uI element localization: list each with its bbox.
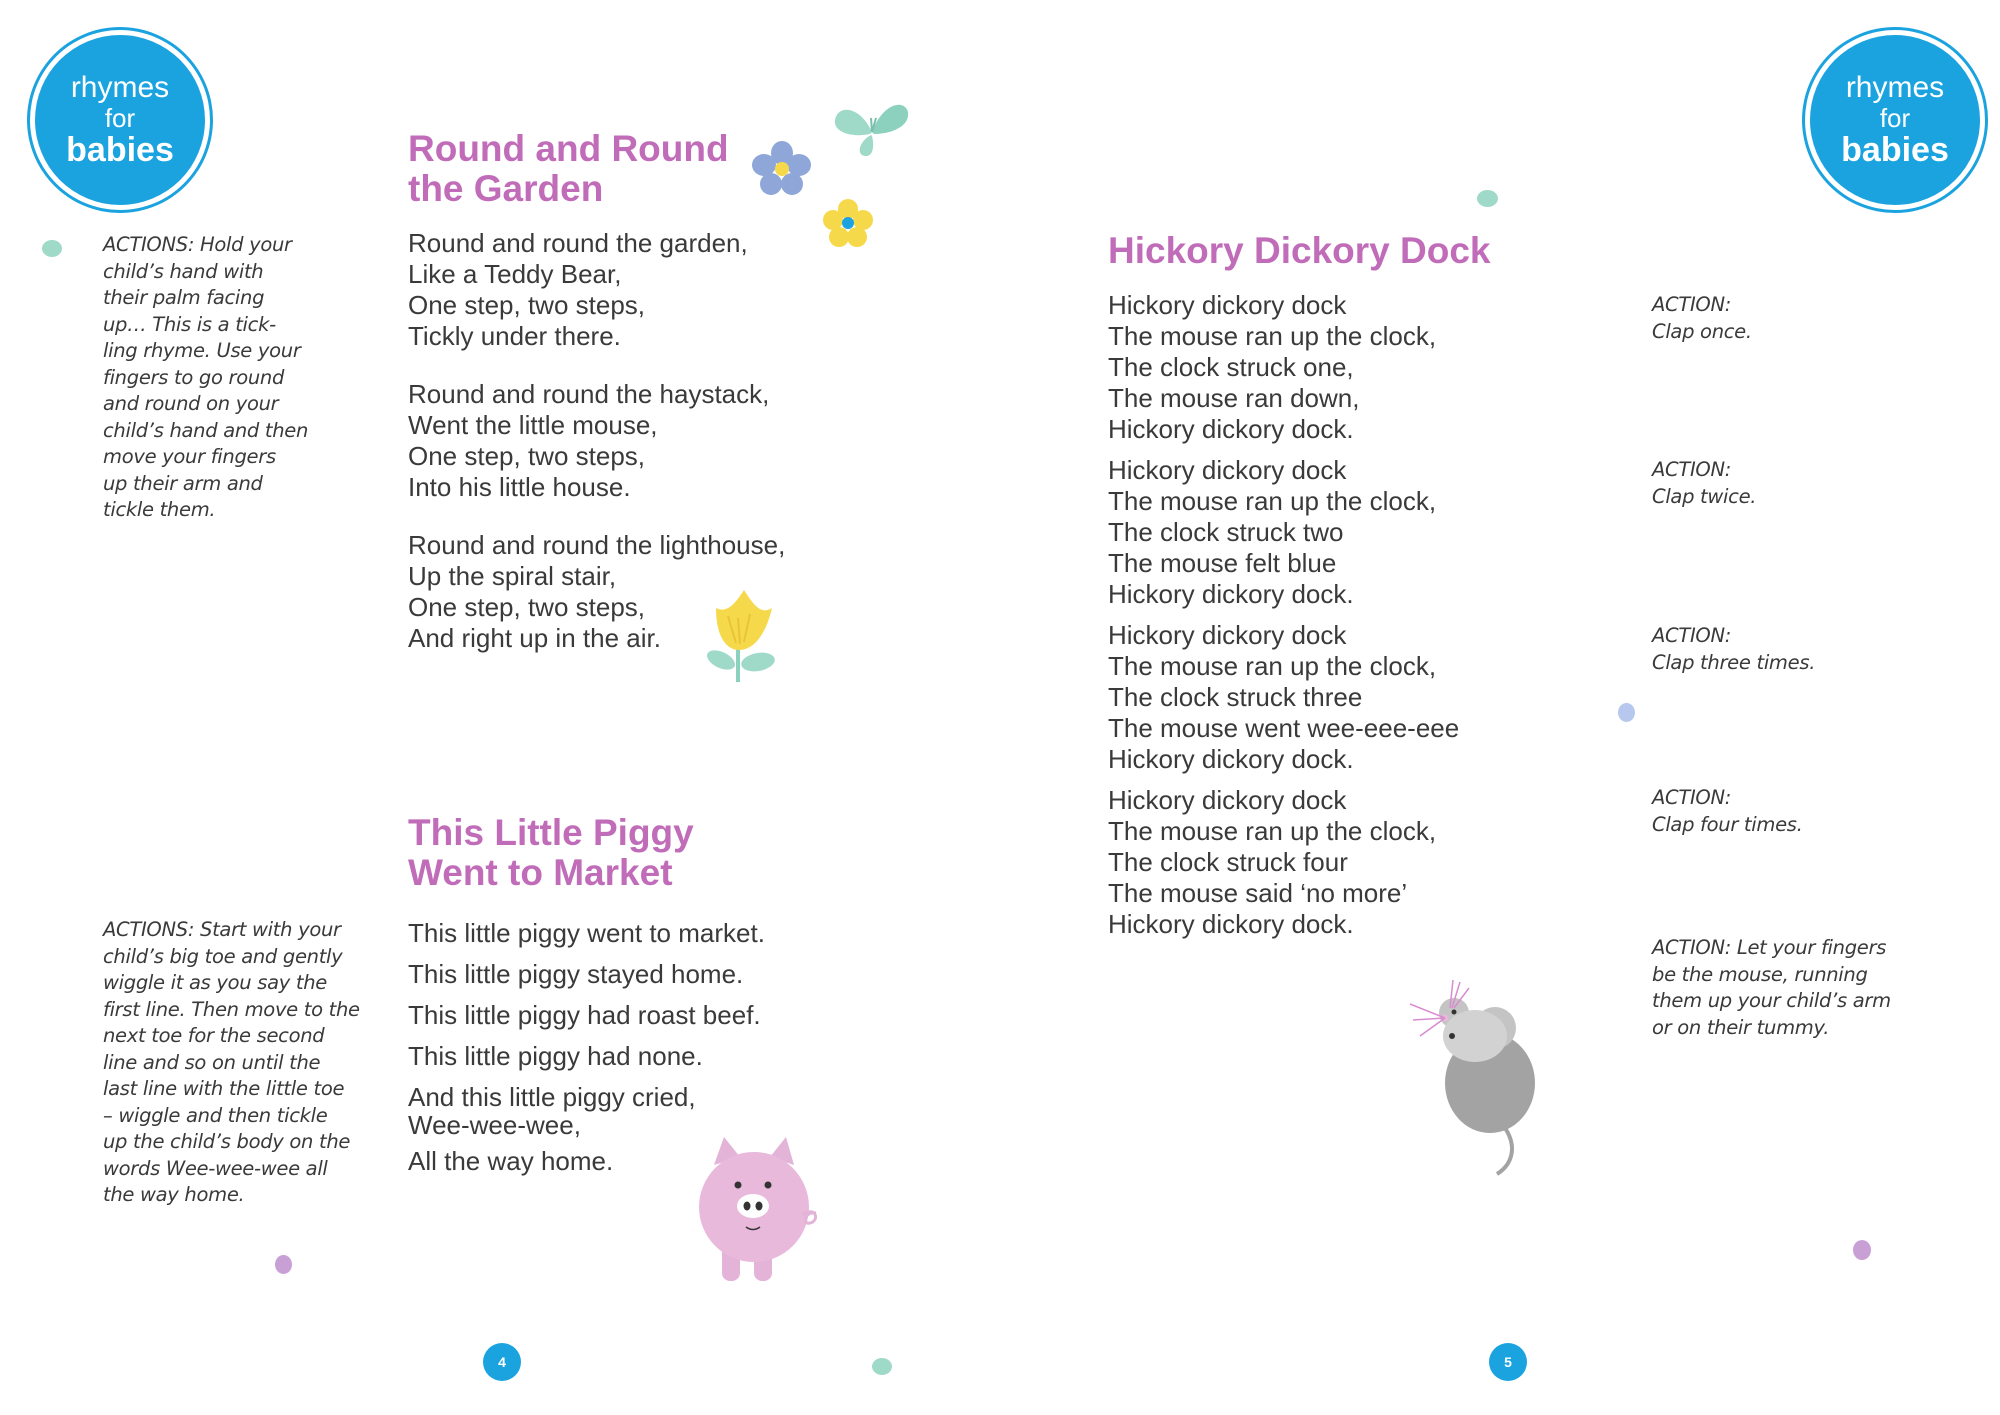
- note-line: up… This is a tick-: [103, 312, 276, 336]
- stanza: [1108, 620, 1459, 775]
- stanza: [1108, 785, 1459, 940]
- verse-line: Round and round the lighthouse,: [408, 530, 786, 560]
- action-note-3: [1652, 623, 1815, 676]
- piggy-title-line-1: This Little Piggy: [408, 812, 694, 853]
- note-line: up the child’s body on the: [103, 1130, 351, 1153]
- verse-line: Into his little house.: [408, 472, 631, 502]
- page-number: 5: [1489, 1343, 1527, 1381]
- note-line: child’s hand and then: [103, 418, 309, 442]
- note-line: words Wee-wee-wee all: [103, 1156, 328, 1180]
- verse-line: Hickory dickory dock: [1108, 455, 1347, 485]
- stanza: [1108, 455, 1459, 610]
- verse-line: The mouse felt blue: [1108, 548, 1337, 578]
- right-page: [1000, 0, 2000, 1415]
- verse-line: Hickory dickory dock: [1108, 620, 1347, 650]
- verse-line: Hickory dickory dock.: [1108, 414, 1354, 444]
- note-line: move your fingers: [103, 445, 276, 468]
- stanza: [1108, 290, 1459, 445]
- note-line: next toe for the second: [103, 1024, 325, 1047]
- logo-line-3: babies: [1841, 131, 1949, 169]
- rhymes-for-babies-logo: [35, 35, 205, 205]
- hickory-title: Hickory Dickory Dock: [1108, 230, 1491, 271]
- stanza: [408, 379, 785, 503]
- verse-line: This little piggy went to market.: [408, 918, 765, 948]
- note-line: ACTION:: [1652, 786, 1732, 809]
- note-line: fingers to go round: [103, 365, 285, 389]
- verse-line: The mouse ran down,: [1108, 383, 1360, 413]
- verse-line: Hickory dickory dock.: [1108, 579, 1354, 609]
- verse-line: One step, two steps,: [408, 290, 646, 320]
- note-line: – wiggle and then tickle: [103, 1103, 328, 1127]
- logo-line-2: for: [1879, 103, 1911, 133]
- piggy-title: [408, 813, 694, 893]
- decor-dot: [872, 1358, 892, 1375]
- blue-flower-icon: [752, 140, 812, 196]
- tulip-icon: [702, 588, 784, 684]
- verse-line: The clock struck one,: [1108, 352, 1354, 382]
- note-line: child’s hand with: [103, 259, 264, 283]
- verse-line: Tickly under there.: [408, 321, 621, 351]
- round-garden-title: [408, 129, 729, 209]
- verse-line: Went the little mouse,: [408, 410, 658, 440]
- note-line: tickle them.: [103, 498, 216, 521]
- logo-line-3: babies: [66, 131, 174, 169]
- note-line: ACTION: Let your fingers: [1652, 936, 1887, 959]
- note-line: last line with the little toe: [103, 1077, 345, 1100]
- note-line: ACTIONS: Hold your: [103, 233, 292, 256]
- note-line: the way home.: [103, 1183, 245, 1206]
- verse-line: The mouse said ‘no more’: [1108, 878, 1408, 908]
- decor-dot: [42, 240, 62, 257]
- decor-dot: [1853, 1240, 1871, 1260]
- note-line: up their arm and: [103, 471, 263, 495]
- note-line: ling rhyme. Use your: [103, 339, 301, 362]
- verse-line: This little piggy had roast beef.: [408, 1000, 761, 1030]
- verse-line: The mouse ran up the clock,: [1108, 486, 1437, 516]
- rhymes-for-babies-logo: [1810, 35, 1980, 205]
- note-line: first line. Then move to the: [103, 997, 360, 1021]
- note-line: them up your child’s arm: [1652, 989, 1891, 1012]
- note-line: child’s big toe and gently: [103, 944, 343, 968]
- verse-line: Round and round the haystack,: [408, 379, 770, 409]
- logo-line-1: rhymes: [70, 71, 170, 104]
- note-line: their palm facing: [103, 286, 265, 309]
- action-note-1: [1652, 292, 1752, 345]
- note-line: line and so on until the: [103, 1050, 321, 1074]
- verse-line: Hickory dickory dock: [1108, 785, 1347, 815]
- decor-dot: [1477, 190, 1498, 207]
- logo-line-2: for: [104, 103, 136, 133]
- note-line: Clap four times.: [1652, 812, 1803, 836]
- note-line: or on their tummy.: [1652, 1015, 1830, 1039]
- note-line: Clap twice.: [1652, 484, 1757, 508]
- verse-line: The mouse ran up the clock,: [1108, 651, 1437, 681]
- note-line: wiggle it as you say the: [103, 971, 327, 994]
- verse-line: One step, two steps,: [408, 592, 646, 622]
- action-note-4: [1652, 785, 1803, 838]
- verse-line: Like a Teddy Bear,: [408, 259, 622, 289]
- note-line: ACTION:: [1652, 458, 1732, 481]
- note-line: Clap three times.: [1652, 650, 1816, 674]
- decor-dot: [1618, 703, 1635, 722]
- verse-line: All the way home.: [408, 1146, 614, 1176]
- butterfly-icon: [832, 98, 912, 160]
- verse-line: The mouse ran up the clock,: [1108, 816, 1437, 846]
- verse-line: The clock struck three: [1108, 682, 1363, 712]
- logo-line-1: rhymes: [1845, 71, 1945, 104]
- verse-line: Hickory dickory dock: [1108, 290, 1347, 320]
- verse-line: One step, two steps,: [408, 441, 646, 471]
- note-line: ACTION:: [1652, 624, 1732, 647]
- pig-icon: [692, 1135, 822, 1285]
- round-garden-actions: [103, 232, 308, 524]
- verse-line: This little piggy had none.: [408, 1041, 703, 1071]
- note-line: ACTION:: [1652, 293, 1732, 316]
- piggy-actions: [103, 917, 360, 1209]
- action-note-5: [1652, 935, 1891, 1041]
- note-line: ACTIONS: Start with your: [103, 918, 341, 941]
- verse-line: Hickory dickory dock.: [1108, 744, 1354, 774]
- page-number: 4: [483, 1343, 521, 1381]
- piggy-title-line-2: Went to Market: [408, 852, 673, 893]
- verse-line: Wee-wee-wee,: [408, 1110, 581, 1140]
- yellow-flower-icon: [822, 198, 874, 248]
- verse-line: The clock struck two: [1108, 517, 1344, 547]
- verse-line: And this little piggy cried,: [408, 1082, 696, 1112]
- verse-line: This little piggy stayed home.: [408, 959, 744, 989]
- decor-dot: [275, 1255, 292, 1274]
- verse-line: The mouse went wee-eee-eee: [1108, 713, 1460, 743]
- round-garden-title-line-1: Round and Round: [408, 128, 729, 169]
- verse-line: Round and round the garden,: [408, 228, 748, 258]
- mouse-icon: [1405, 978, 1555, 1178]
- verse-line: And right up in the air.: [408, 623, 661, 653]
- note-line: be the mouse, running: [1652, 962, 1868, 986]
- action-note-2: [1652, 457, 1756, 510]
- verse-line: The clock struck four: [1108, 847, 1348, 877]
- note-line: Clap once.: [1652, 319, 1752, 343]
- round-garden-title-line-2: the Garden: [408, 168, 604, 209]
- verse-line: Hickory dickory dock.: [1108, 909, 1354, 939]
- verse-line: The mouse ran up the clock,: [1108, 321, 1437, 351]
- hickory-verse: [1108, 290, 1459, 940]
- verse-line: Up the spiral stair,: [408, 561, 617, 591]
- note-line: and round on your: [103, 392, 279, 415]
- stanza: [408, 228, 785, 352]
